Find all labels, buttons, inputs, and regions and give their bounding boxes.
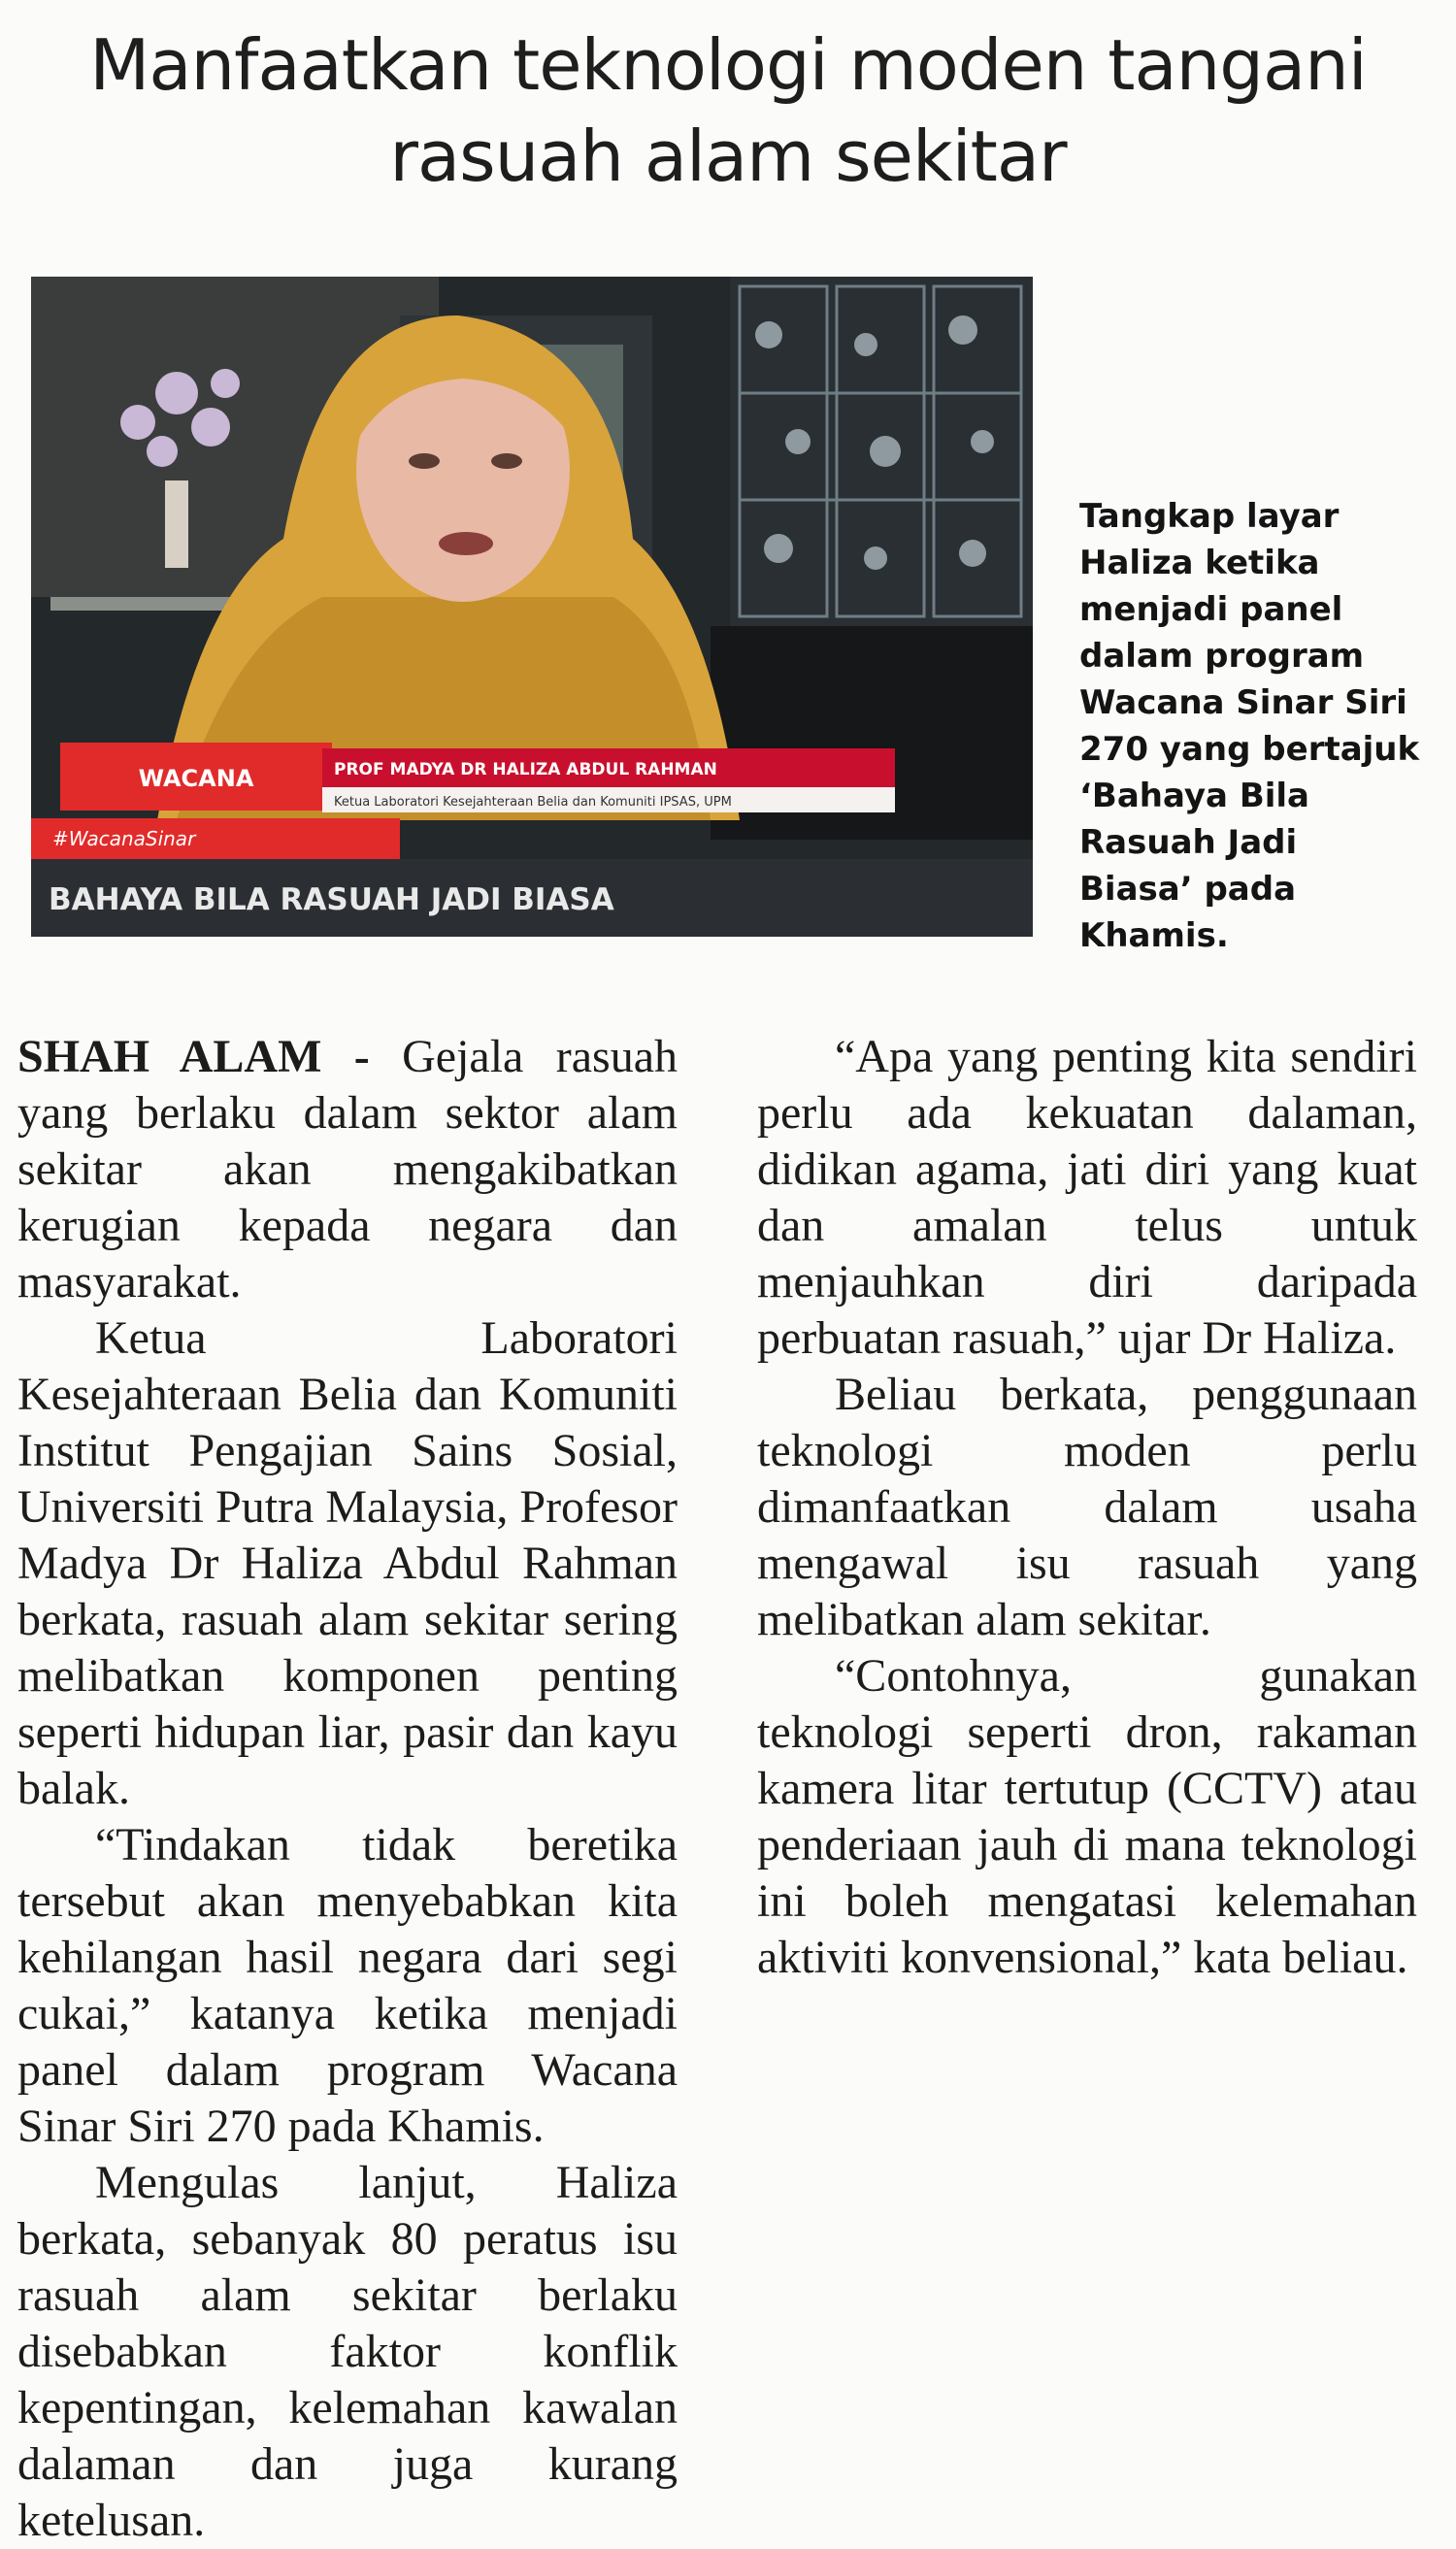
article-paragraph-2: Ketua Laboratori Kesejahteraan Belia dan Komuniti Institut Pengajian Sains Sosial, Universiti Putra Malaysia, Profesor Madya Dr Haliza Abdul Rahman berkata, rasuah alam sekitar sering melibatkan komponen penting seperti hidupan liar, pasir dan kayu balak. xyxy=(17,1312,678,1814)
photo-caption xyxy=(1079,493,1439,959)
program-logo-text: WACANA xyxy=(138,765,254,792)
paragraph-text: Gejala rasuah yang berlaku dalam sektor alam sekitar akan mengakibatkan kerugian kepada negara dan masyarakat. xyxy=(17,1031,678,1308)
lower-third-name: PROF MADYA DR HALIZA ABDUL RAHMAN xyxy=(334,760,717,779)
article-paragraph-6: Beliau berkata, penggunaan teknologi moden perlu dimanfaatkan dalam usaha mengawal isu rasuah yang melibatkan alam sekitar. xyxy=(757,1369,1417,1645)
caption-line: dalam program xyxy=(1079,637,1365,676)
caption-line: menjadi panel xyxy=(1079,590,1343,629)
article-paragraph-4: Mengulas lanjut, Haliza berkata, sebanyak 80 peratus isu rasuah alam sekitar berlaku disebabkan faktor konflik kepentingan, kelemahan kawalan dalaman dan juga kurang ketelusan. xyxy=(17,2157,678,2546)
article-paragraph-3: “Tindakan tidak beretika tersebut akan menyebabkan kita kehilangan hasil negara dari segi cukai,” katanya ketika menjadi panel dalam program Wacana Sinar Siri 270 pada Khamis. xyxy=(17,1819,678,2152)
caption-line: ‘Bahaya Bila xyxy=(1079,777,1309,815)
banner-title: BAHAYA BILA RASUAH JADI BIASA xyxy=(49,882,614,917)
caption-line: Biasa’ pada xyxy=(1079,870,1297,909)
headline-line-1: Manfaatkan teknologi moden tangani xyxy=(89,24,1367,106)
article-paragraph-5: “Apa yang penting kita sendiri perlu ada kekuatan dalaman, didikan agama, jati diri yang kuat dan amalan telus untuk menjauhkan diri daripada perbuatan rasuah,” ujar Dr Haliza. xyxy=(757,1031,1417,1364)
screenshot-photo xyxy=(31,277,1033,937)
caption-line: Khamis. xyxy=(1079,916,1229,955)
caption-line: Wacana Sinar Siri xyxy=(1079,683,1407,722)
caption-line: Tangkap layar xyxy=(1079,497,1340,536)
photo-illustration xyxy=(31,277,1033,937)
article-column-right xyxy=(757,1029,1417,1986)
headline-line-2: rasuah alam sekitar xyxy=(389,116,1067,197)
headline xyxy=(0,19,1456,202)
article-column-left xyxy=(17,1029,678,2549)
article-paragraph-7: “Contohnya, gunakan teknologi seperti dron, rakaman kamera litar tertutup (CCTV) atau penderiaan jauh di mana teknologi ini boleh mengatasi kelemahan aktiviti konvensional,” kata beliau. xyxy=(757,1650,1417,1983)
caption-line: 270 yang bertajuk xyxy=(1079,730,1420,769)
lower-third-role: Ketua Laboratori Kesejahteraan Belia dan Komuniti IPSAS, UPM xyxy=(334,795,732,810)
article-paragraph-1 xyxy=(17,1029,678,1310)
hashtag-label: #WacanaSinar xyxy=(52,827,196,850)
caption-line: Rasuah Jadi xyxy=(1079,823,1298,862)
dateline: SHAH ALAM - xyxy=(17,1031,370,1082)
caption-line: Haliza ketika xyxy=(1079,544,1320,582)
